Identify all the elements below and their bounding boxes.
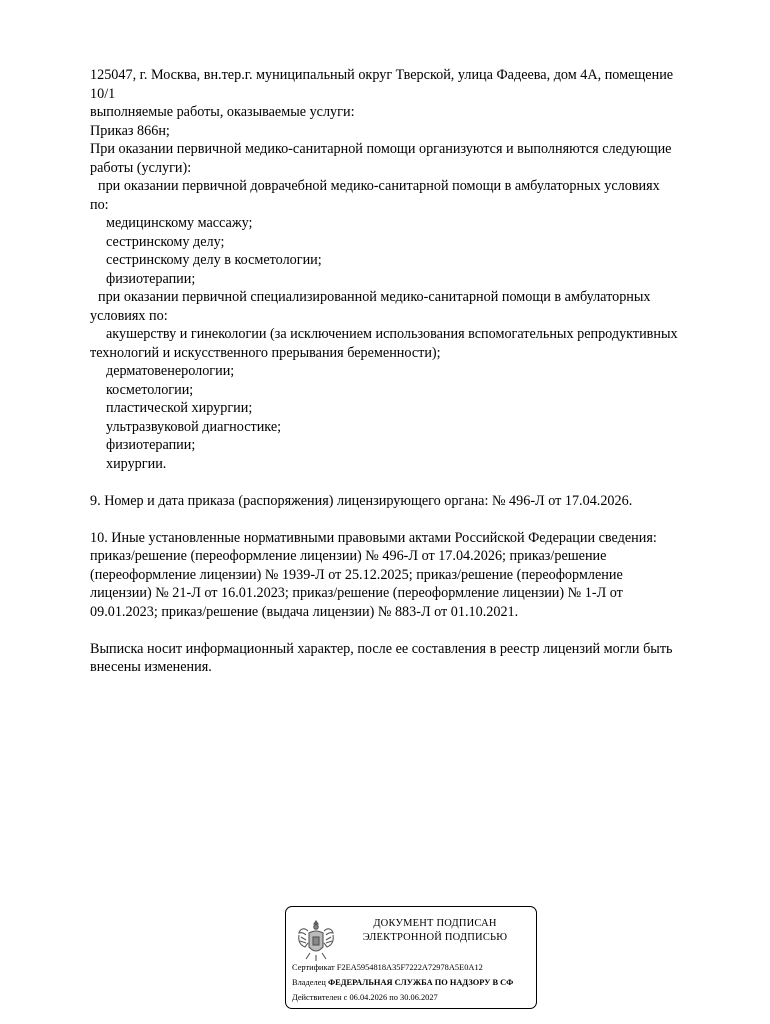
prehospital-heading-line-1: при оказании первичной доврачебной медико-санитарной помощи в амбулаторных условиях — [98, 178, 660, 194]
spacer — [90, 510, 730, 529]
list-item: сестринскому делу; — [106, 233, 225, 250]
list-item: сестринскому делу в косметологии; — [106, 252, 322, 268]
russian-coat-of-arms-icon — [294, 915, 338, 963]
specialized-heading-line-1: при оказании первичной специализированной медико-санитарной помощи в амбулаторных — [98, 289, 651, 305]
list-item-continuation: технологий и искусственного прерывания беременности); — [90, 344, 441, 361]
section-10-line-2: приказ/решение (переоформление лицензии) № 496-Л от 17.04.2026; приказ/решение — [90, 548, 607, 564]
list-item: физиотерапии; — [106, 437, 196, 453]
document-body — [90, 66, 730, 677]
intro-line-2: работы (услуги): — [90, 159, 192, 176]
list-item: физиотерапии; — [106, 270, 196, 287]
validity-row: Действителен с 06.04.2026 по 30.06.2027 — [292, 993, 438, 1002]
owner-label: Владелец — [292, 978, 326, 987]
list-item: ультразвуковой диагностике; — [106, 418, 282, 435]
section-10-line-3: (переоформление лицензии) № 1939-Л от 25.12.2025; приказ/решение (переоформление — [90, 566, 623, 583]
spacer — [90, 473, 730, 492]
section-10-line-1: 10. Иные установленные нормативными правовыми актами Российской Федерации сведения: — [90, 529, 657, 546]
address-line-1: 125047, г. Москва, вн.тер.г. муниципальный округ Тверской, улица Фадеева, дом 4А, помещение — [90, 67, 674, 83]
stamp-title-line-2: ЭЛЕКТРОННОЙ ПОДПИСЬЮ — [362, 931, 508, 943]
owner-row — [292, 978, 513, 987]
disclaimer-line-2: внесены изменения. — [90, 659, 212, 675]
intro-line-1: При оказании первичной медико-санитарной помощи организуются и выполняются следующие — [90, 141, 672, 157]
list-item: хирургии. — [106, 455, 167, 472]
list-item: пластической хирургии; — [106, 400, 253, 416]
address-line-2: 10/1 — [90, 85, 116, 102]
spacer — [90, 621, 730, 640]
certificate-label: Сертификат — [292, 963, 335, 972]
stamp-title-line-1: ДОКУМЕНТ ПОДПИСАН — [373, 918, 497, 929]
list-item: медицинскому массажу; — [106, 215, 253, 231]
certificate-row — [292, 963, 483, 972]
section-10-line-5: 09.01.2023; приказ/решение (выдача лицензии) № 883-Л от 01.10.2021. — [90, 603, 519, 620]
owner-name: ФЕДЕРАЛЬНАЯ СЛУЖБА ПО НАДЗОРУ В СФ — [327, 978, 514, 987]
section-10-line-4: лицензии) № 21-Л от 16.01.2023; приказ/решение (переоформление лицензии) № 1-Л от — [90, 585, 623, 601]
list-item: акушерству и гинекологии (за исключением использования вспомогательных репродуктивных — [106, 326, 678, 342]
section-9: 9. Номер и дата приказа (распоряжения) лицензирующего органа: № 496-Л от 17.04.2026. — [90, 492, 633, 509]
prehospital-heading-line-2: по: — [90, 196, 109, 213]
specialized-heading-line-2: условиях по: — [90, 307, 168, 324]
electronic-signature-stamp — [285, 906, 537, 1009]
list-item: дерматовенерологии; — [106, 363, 235, 379]
list-item: косметологии; — [106, 381, 194, 398]
disclaimer-line-1: Выписка носит информационный характер, после ее составления в реестр лицензий могли быть — [90, 640, 673, 657]
stamp-title — [346, 917, 524, 944]
works-heading: выполняемые работы, оказываемые услуги: — [90, 104, 355, 120]
certificate-number: F2EA5954818A35F7222A72978A5E0A12 — [336, 963, 483, 972]
order-reference: Приказ 866н; — [90, 122, 170, 139]
